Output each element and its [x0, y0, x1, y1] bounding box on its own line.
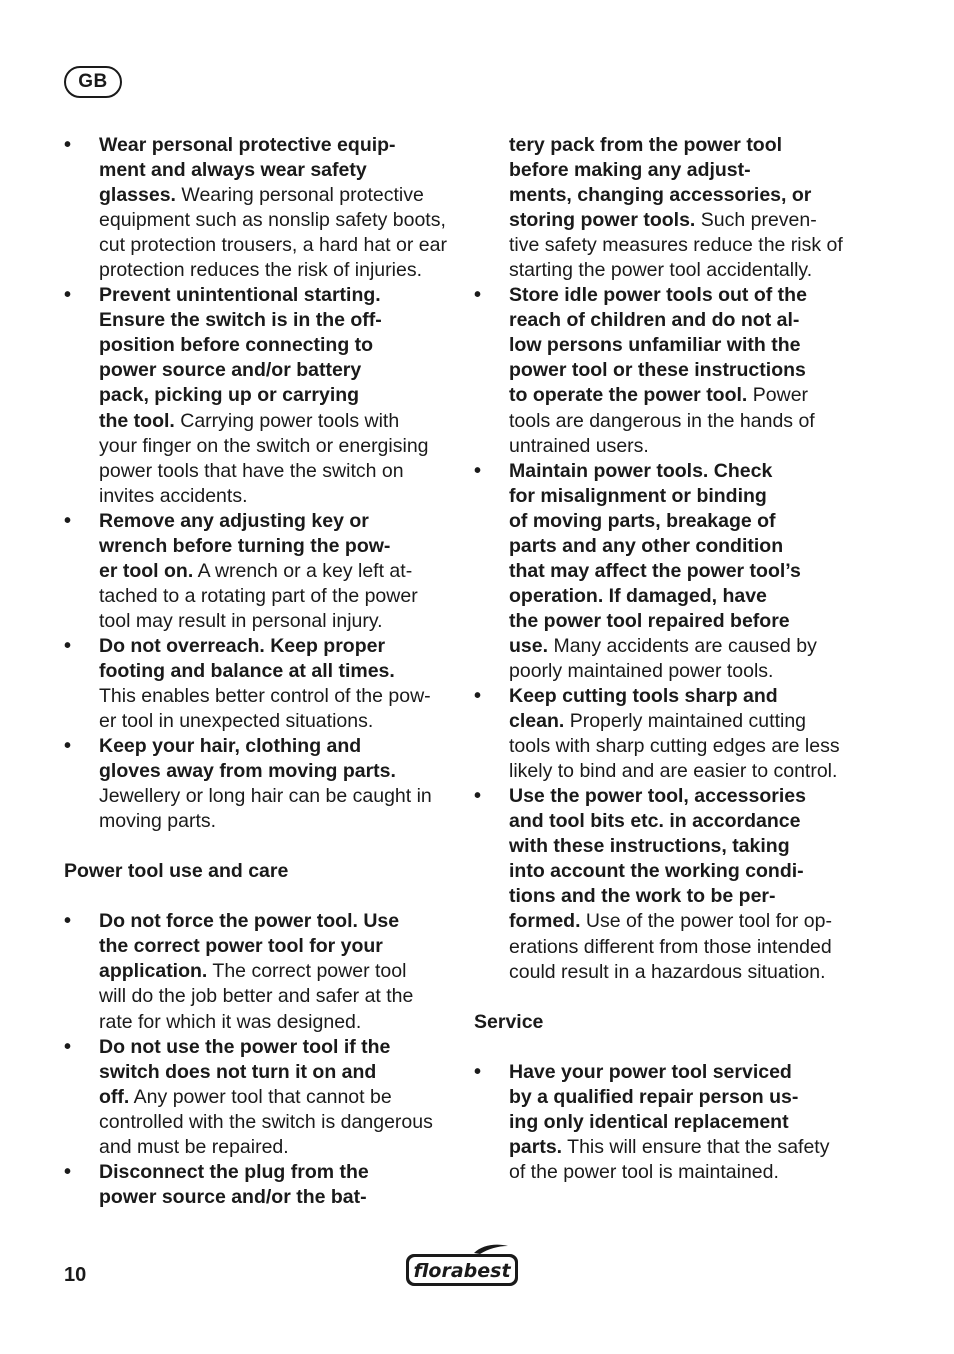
text-line [509, 634, 866, 659]
text-line [99, 509, 456, 534]
body-text: Properly maintained cutting [564, 710, 807, 733]
bold-text: of moving parts, breakage of [509, 509, 776, 532]
text-line [509, 884, 866, 909]
language-badge: GB [64, 66, 122, 98]
text-line [509, 734, 866, 759]
bold-text: Do not overreach. Keep proper [99, 634, 386, 657]
body-text: tive safety measures reduce the risk of [509, 234, 843, 257]
bullet-icon: • [474, 284, 482, 307]
bold-text: position before connecting to [99, 334, 374, 357]
bold-text: for misalignment or binding [509, 484, 767, 507]
body-text: likely to bind and are easier to control. [509, 760, 838, 783]
body-text: of the power tool is maintained. [509, 1160, 779, 1183]
text-line [99, 759, 456, 784]
text-line [509, 1135, 866, 1160]
bold-text: the correct power tool for your [99, 935, 383, 958]
bold-text: Wear personal protective equip- [99, 134, 396, 156]
bullet-icon: • [64, 284, 72, 307]
body-text: your finger on the switch or energising [99, 434, 429, 457]
body-text: untrained users. [509, 434, 649, 457]
text-line [509, 559, 866, 584]
bullet-icon: • [474, 459, 482, 482]
bold-text: before making any adjust- [509, 159, 751, 182]
bold-text: Do not use the power tool if the [99, 1035, 391, 1058]
body-text: erations different from those intended [509, 935, 832, 958]
bullet-icon: • [474, 685, 482, 708]
bold-text: power source and/or battery [99, 359, 362, 382]
text-line [509, 208, 866, 233]
text-line [509, 859, 866, 884]
text-line [99, 208, 456, 233]
text-line [509, 283, 866, 308]
bold-text: with these instructions, taking [509, 835, 790, 858]
body-text: This will ensure that the safety [562, 1135, 830, 1158]
bold-text: ing only identical replacement [509, 1110, 789, 1133]
body-text: starting the power tool accidentally. [509, 259, 813, 282]
section-heading-service: Service [474, 1010, 544, 1033]
text-line [509, 158, 866, 183]
text-line [509, 258, 866, 283]
bold-text: gloves away from moving parts. [99, 760, 396, 783]
text-line [509, 584, 866, 609]
text-line [99, 559, 456, 584]
text-line [99, 734, 456, 759]
text-line [99, 609, 456, 634]
text-line [99, 534, 456, 559]
list-item [64, 734, 456, 834]
body-text: Wearing personal protective [175, 184, 424, 207]
bold-text: Prevent unintentional starting. [99, 284, 381, 307]
text-line [99, 984, 456, 1009]
text-line [99, 784, 456, 809]
text-line [509, 358, 866, 383]
left-section-items [64, 909, 456, 1210]
bold-text: switch does not turn it on and [99, 1060, 377, 1083]
body-text: Such preven- [695, 209, 817, 232]
text-line [99, 409, 456, 434]
bold-text: the power tool repaired before [509, 609, 790, 632]
bold-text: off. [99, 1085, 130, 1108]
bold-text: operation. If damaged, have [509, 584, 767, 607]
list-item [474, 684, 866, 784]
text-line [509, 459, 866, 484]
list-item [64, 1160, 456, 1210]
bullet-icon: • [474, 1060, 482, 1083]
text-line [99, 1110, 456, 1135]
bold-text: glasses. [99, 184, 176, 207]
list-item [64, 909, 456, 1034]
right-section-items [474, 1060, 866, 1185]
body-text: invites accidents. [99, 484, 248, 507]
text-line [99, 358, 456, 383]
text-line [99, 684, 456, 709]
section-heading-use-and-care: Power tool use and care [64, 860, 289, 883]
text-line [509, 133, 866, 158]
body-text: could result in a hazardous situation. [509, 960, 826, 983]
text-line [509, 759, 866, 784]
text-line [509, 308, 866, 333]
body-text: controlled with the switch is dangerous [99, 1110, 433, 1133]
body-text: Power [747, 384, 809, 407]
body-text: This enables better control of the pow- [99, 685, 431, 708]
text-line [99, 233, 456, 258]
text-line [99, 459, 456, 484]
bold-text: Do not force the power tool. Use [99, 910, 400, 933]
bold-text: Disconnect the plug from the [99, 1160, 369, 1183]
bold-text: er tool on. [99, 559, 194, 582]
bold-text: Store idle power tools out of the [509, 284, 807, 307]
bold-text: reach of children and do not al- [509, 309, 800, 332]
right-items [474, 283, 866, 984]
text-line [509, 834, 866, 859]
text-line [509, 509, 866, 534]
text-line [509, 409, 866, 434]
text-line [509, 333, 866, 358]
text-line [99, 634, 456, 659]
body-text: protection reduces the risk of injuries. [99, 259, 422, 282]
text-line [99, 1060, 456, 1085]
body-text: poorly maintained power tools. [509, 659, 774, 682]
list-item [64, 283, 456, 508]
bold-text: pack, picking up or carrying [99, 384, 360, 407]
bold-text: Have your power tool serviced [509, 1060, 792, 1083]
text-line [509, 383, 866, 408]
text-line [509, 809, 866, 834]
left-items [64, 133, 456, 834]
bold-text: use. [509, 634, 549, 657]
bold-text: to operate the power tool. [509, 384, 748, 407]
text-line [99, 1160, 456, 1185]
body-text: A wrench or a key left at- [193, 559, 413, 582]
text-line [509, 1160, 866, 1185]
body-text: tools with sharp cutting edges are less [509, 735, 840, 758]
body-text: rate for which it was designed. [99, 1010, 362, 1033]
text-line [99, 434, 456, 459]
text-line [509, 709, 866, 734]
text-line [99, 133, 456, 158]
logo-text: florabest [413, 1260, 511, 1282]
body-text: and must be repaired. [99, 1135, 289, 1158]
text-line [99, 1010, 456, 1035]
text-line [99, 1185, 456, 1210]
text-line [509, 659, 866, 684]
bullet-icon: • [64, 634, 72, 657]
list-item [474, 784, 866, 984]
bold-text: and tool bits etc. in accordance [509, 810, 801, 833]
bold-text: power tool or these instructions [509, 359, 806, 382]
bullet-icon: • [64, 509, 72, 532]
list-item-continuation [474, 133, 866, 283]
text-line [509, 784, 866, 809]
list-item [474, 459, 866, 684]
text-line [509, 183, 866, 208]
bold-text: the tool. [99, 409, 175, 432]
bold-text: by a qualified repair person us- [509, 1085, 799, 1108]
bold-text: Ensure the switch is in the off- [99, 309, 382, 332]
text-line [509, 233, 866, 258]
text-line [99, 584, 456, 609]
bold-text: into account the working condi- [509, 860, 804, 883]
text-line [509, 684, 866, 709]
bold-text: Use the power tool, accessories [509, 785, 806, 808]
text-line [509, 434, 866, 459]
bold-text: Keep your hair, clothing and [99, 735, 362, 758]
list-item [474, 1060, 866, 1185]
bold-text: power source and/or the bat- [99, 1185, 367, 1208]
text-line [509, 534, 866, 559]
bullet-icon: • [64, 1160, 72, 1183]
list-item [64, 634, 456, 734]
list-item [64, 133, 456, 283]
bold-text: parts and any other condition [509, 534, 784, 557]
body-text: Any power tool that cannot be [129, 1085, 392, 1108]
bullet-icon: • [64, 735, 72, 758]
text-line [99, 1035, 456, 1060]
text-line [509, 609, 866, 634]
body-text: equipment such as nonslip safety boots, [99, 209, 446, 232]
list-item [64, 1035, 456, 1160]
bullet-icon: • [64, 1035, 72, 1058]
bold-text: application. [99, 960, 208, 983]
text-line [99, 484, 456, 509]
text-line [509, 484, 866, 509]
list-item [64, 509, 456, 634]
body-text: er tool in unexpected situations. [99, 710, 374, 733]
body-text: Many accidents are caused by [548, 634, 817, 657]
text-line [99, 308, 456, 333]
text-line [99, 283, 456, 308]
bold-text: that may affect the power tool’s [509, 559, 801, 582]
text-line [509, 960, 866, 985]
right-column [474, 133, 866, 1185]
body-text: tool may result in personal injury. [99, 609, 383, 632]
bold-text: ments, changing accessories, or [509, 184, 812, 207]
body-text: tached to a rotating part of the power [99, 584, 418, 607]
bullet-icon: • [474, 785, 482, 808]
list-item [474, 283, 866, 458]
bold-text: tions and the work to be per- [509, 885, 776, 908]
bullet-icon: • [64, 134, 72, 156]
text-line [99, 659, 456, 684]
body-text: moving parts. [99, 810, 217, 833]
text-line [99, 1135, 456, 1160]
bold-text: parts. [509, 1135, 563, 1158]
body-text: power tools that have the switch on [99, 459, 404, 482]
body-text: The correct power tool [207, 960, 407, 983]
florabest-logo [404, 1243, 520, 1289]
text-line [99, 258, 456, 283]
body-text: Jewellery or long hair can be caught in [99, 785, 432, 808]
body-text: Use of the power tool for op- [580, 910, 832, 933]
text-line [509, 1085, 866, 1110]
bold-text: footing and balance at all times. [99, 659, 395, 682]
text-line [509, 1060, 866, 1085]
bold-text: Maintain power tools. Check [509, 459, 773, 482]
text-line [99, 1085, 456, 1110]
bold-text: low persons unfamiliar with the [509, 334, 801, 357]
text-line [99, 333, 456, 358]
text-line [99, 809, 456, 834]
bold-text: storing power tools. [509, 209, 696, 232]
body-text: cut protection trousers, a hard hat or ear [99, 234, 447, 257]
body-text: Carrying power tools with [174, 409, 400, 432]
bold-text: formed. [509, 910, 581, 933]
page-number: 10 [64, 1264, 87, 1286]
text-line [99, 934, 456, 959]
bullet-icon: • [64, 910, 72, 933]
left-column [64, 133, 456, 1210]
bold-text: Remove any adjusting key or [99, 509, 369, 532]
text-line [509, 909, 866, 934]
bold-text: ment and always wear safety [99, 159, 367, 182]
text-line [99, 383, 456, 408]
text-line [99, 909, 456, 934]
text-line [99, 158, 456, 183]
bold-text: tery pack from the power tool [509, 134, 783, 156]
text-line [99, 183, 456, 208]
body-text: tools are dangerous in the hands of [509, 409, 815, 432]
bold-text: Keep cutting tools sharp and [509, 685, 778, 708]
text-line [99, 709, 456, 734]
text-line [509, 935, 866, 960]
body-text: will do the job better and safer at the [99, 985, 414, 1008]
text-line [99, 959, 456, 984]
bold-text: clean. [509, 710, 565, 733]
bold-text: wrench before turning the pow- [99, 534, 391, 557]
text-line [509, 1110, 866, 1135]
